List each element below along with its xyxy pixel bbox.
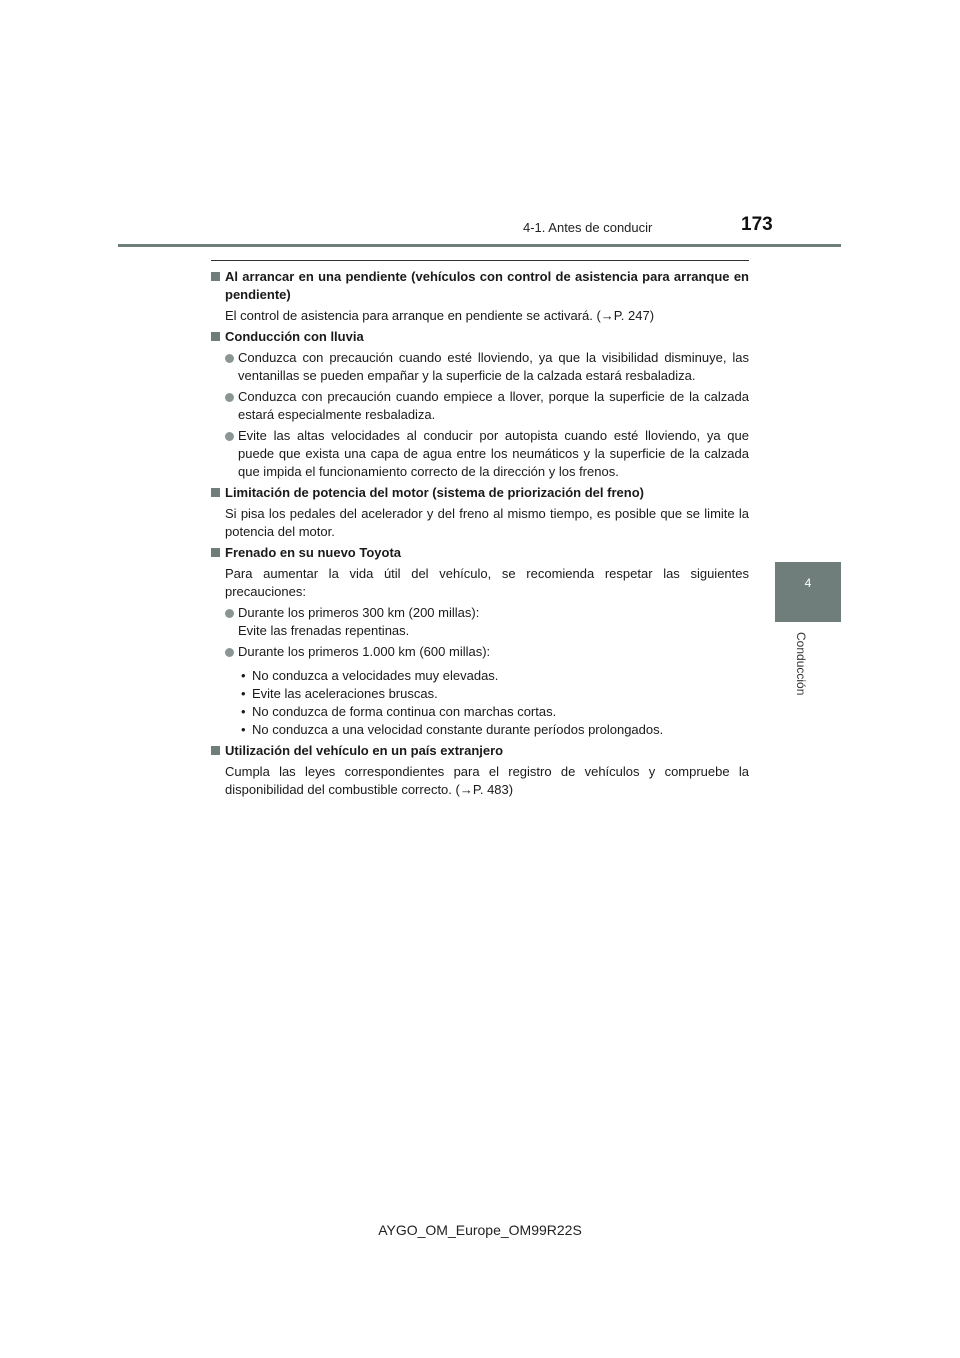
list-item: Conduzca con precaución cuando esté lloviendo, ya que la visibilidad disminuye, las ventanillas se pueden empañar y la superficie de la calzada estará resbaladiza. (211, 349, 749, 385)
square-bullet-icon (211, 488, 220, 497)
circle-bullet-icon (225, 648, 234, 657)
content-rule (211, 260, 749, 261)
dot-marker-icon: • (241, 722, 246, 737)
section-body: Para aumentar la vida útil del vehículo, se recomienda respetar las siguientes precauciones: (225, 566, 749, 599)
section-hill-start (211, 268, 749, 325)
section-heading: Al arrancar en una pendiente (vehículos con control de asistencia para arranque en pendiente) (211, 268, 749, 304)
section-heading: Frenado en su nuevo Toyota (211, 544, 749, 562)
list-item: Durante los primeros 300 km (200 millas): Evite las frenadas repentinas. (211, 604, 749, 640)
section-engine-power-limit (211, 484, 749, 541)
section-body: El control de asistencia para arranque en pendiente se activará. (→P. 247) (225, 308, 655, 323)
square-bullet-icon (211, 548, 220, 557)
header-rule (118, 244, 841, 247)
sub-list-item: • No conduzca a una velocidad constante durante períodos prolongados. (241, 722, 664, 737)
square-bullet-icon (211, 332, 220, 341)
page-number: 173 (741, 214, 773, 235)
sub-list (211, 667, 749, 739)
dot-marker-icon: • (241, 686, 246, 701)
list-item: Durante los primeros 1.000 km (600 millas): (211, 643, 749, 661)
section-heading: Utilización del vehículo en un país extranjero (211, 742, 749, 760)
list-item: Conduzca con precaución cuando empiece a llover, porque la superficie de la calzada estará especialmente resbaladiza. (211, 388, 749, 424)
dot-marker-icon: • (241, 668, 246, 683)
list-item: Evite las altas velocidades al conducir por autopista cuando esté lloviendo, ya que puede que exista una capa de agua entre los neumáticos y la superficie de la calzada que impida el funcionamiento correcto de la dirección y los frenos. (211, 427, 749, 481)
circle-bullet-icon (225, 354, 234, 363)
section-title: 4-1. Antes de conducir (523, 220, 653, 235)
circle-bullet-icon (225, 609, 234, 618)
chapter-label: Conducción (794, 632, 808, 696)
sub-list-item: • No conduzca a velocidades muy elevadas. (241, 668, 499, 683)
section-heading: Conducción con lluvia (211, 328, 749, 346)
section-braking-new-toyota (211, 544, 749, 739)
page-content (211, 268, 749, 802)
sub-list-item: • Evite las aceleraciones bruscas. (241, 686, 438, 701)
circle-bullet-icon (225, 393, 234, 402)
dot-marker-icon: • (241, 704, 246, 719)
square-bullet-icon (211, 746, 220, 755)
chapter-tab (775, 562, 841, 622)
chapter-number: 4 (804, 576, 812, 590)
section-heading: Limitación de potencia del motor (sistema de priorización del freno) (211, 484, 749, 502)
section-foreign-country (211, 742, 749, 799)
section-body: Cumpla las leyes correspondientes para el registro de vehículos y compruebe la disponibilidad del combustible correcto. (→P. 483) (225, 764, 749, 797)
section-body: Si pisa los pedales del acelerador y del freno al mismo tiempo, es posible que se limite la potencia del motor. (225, 506, 749, 539)
document-code: AYGO_OM_Europe_OM99R22S (378, 1222, 582, 1238)
sub-list-item: • No conduzca de forma continua con marchas cortas. (241, 704, 557, 719)
circle-bullet-icon (225, 432, 234, 441)
square-bullet-icon (211, 272, 220, 281)
section-rain-driving (211, 328, 749, 481)
